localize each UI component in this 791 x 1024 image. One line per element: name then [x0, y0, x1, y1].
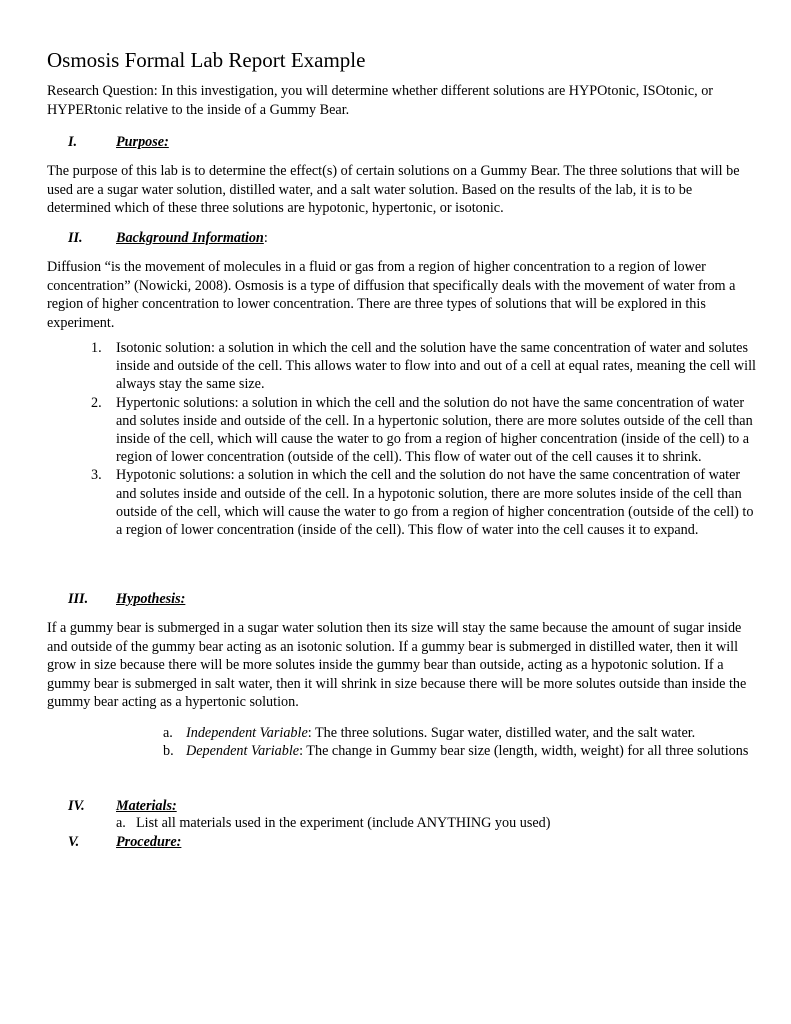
section-number: IV. — [68, 798, 85, 814]
solution-types-list — [91, 339, 759, 539]
section-heading-hypothesis — [68, 590, 185, 608]
section-number: V. — [68, 834, 80, 850]
section-number: I. — [68, 134, 78, 150]
section-colon: : — [263, 230, 268, 246]
purpose-paragraph: The purpose of this lab is to determine the effect(s) of certain solutions on a Gummy Bear. The three solutions that will be used are a sugar water solution, distilled water, and a salt water solution. Based on the results of the lab, it is to be determined which of these three solutions are hypotonic, hypertonic, or isotonic. — [47, 163, 740, 216]
section-label: Background Information — [116, 230, 264, 246]
section-label: Purpose: — [116, 134, 169, 150]
list-marker: 1. — [91, 340, 102, 356]
materials-list — [116, 815, 756, 833]
list-item-text: Hypotonic solutions: a solution in which the cell and the solution do not have the same concentration of water and solutes inside and outside of the cell. In a hypotonic solution, there are more solutes inside of the cell than outside of the cell, which will cause the water to go from a region of higher concentration (outside of the cell) to a region of lower concentration (inside of the cell). This flow of water into the cell causes it to expand. — [116, 467, 754, 539]
section-number: III. — [68, 591, 89, 607]
list-item — [91, 339, 759, 394]
list-marker: b. — [163, 742, 174, 759]
list-marker: 2. — [91, 394, 102, 411]
variable-description: : The change in Gummy bear size (length, width, weight) for all three solutions — [299, 742, 749, 759]
section-label: Hypothesis: — [116, 591, 186, 607]
list-item — [91, 394, 759, 467]
list-item — [163, 743, 759, 761]
list-marker: 3. — [91, 467, 102, 484]
section-number: II. — [68, 230, 83, 246]
list-marker: a. — [116, 815, 126, 831]
variables-list — [163, 725, 759, 761]
research-question: Research Question: In this investigation, you will determine whether different solutions are HYPOtonic, ISOtonic, or HYPERtonic relative to the inside of a Gummy Bear. — [47, 83, 714, 118]
background-paragraph: Diffusion “is the movement of molecules in a fluid or gas from a region of higher concentration to a region of lower concentration” (Nowicki, 2008). Osmosis is a type of diffusion that specifically deals with the movement of water from a region of higher concentration to lower concentration. There are three types of solutions that will be explored in this experiment. — [47, 259, 736, 331]
list-item — [91, 466, 759, 539]
list-marker: a. — [163, 725, 173, 741]
hypothesis-paragraph: If a gummy bear is submerged in a sugar water solution then its size will stay the same because the amount of sugar inside and outside of the gummy bear acting as an isotonic solution. If a gummy bear is submerged in distilled water, then it will grow in size because there will be more solutes inside the gummy bear than outside, acting as a hypotonic solution. If a gummy bear is submerged in salt water, then it will shrink in size because there will be more solutes outside than inside the gummy bear acting as a hypertonic solution. — [47, 620, 747, 710]
section-heading-background — [68, 229, 268, 247]
document-title: Osmosis Formal Lab Report Example — [47, 48, 366, 72]
list-item-text: Isotonic solution: a solution in which the cell and the solution have the same concentration of water and solutes inside and outside of the cell. This allows water to flow into and out of a cell at equal rates, meaning the cell will always stay the same size. — [116, 340, 756, 393]
list-item-text: List all materials used in the experiment (include ANYTHING you used) — [136, 815, 551, 831]
section-heading-procedure — [68, 833, 181, 851]
list-item — [116, 815, 756, 833]
section-heading-materials — [68, 797, 177, 815]
variable-description: : The three solutions. Sugar water, distilled water, and the salt water. — [307, 725, 696, 741]
variable-term: Dependent Variable — [186, 742, 300, 759]
section-heading-purpose — [68, 133, 169, 151]
section-label: Materials: — [116, 798, 177, 814]
list-item — [163, 725, 759, 743]
variable-term: Independent Variable — [186, 725, 308, 741]
list-item-text: Hypertonic solutions: a solution in which the cell and the solution do not have the same concentration of water and solutes inside and outside of the cell. In a hypertonic solution, there are more solutes outside of the cell than inside of the cell, which will cause the water to go from a region of higher concentration (inside of the cell) to a region of lower concentration (outside of the cell). This flow of water out of the cell causes it to shrink. — [116, 394, 753, 466]
section-label: Procedure: — [116, 834, 182, 850]
